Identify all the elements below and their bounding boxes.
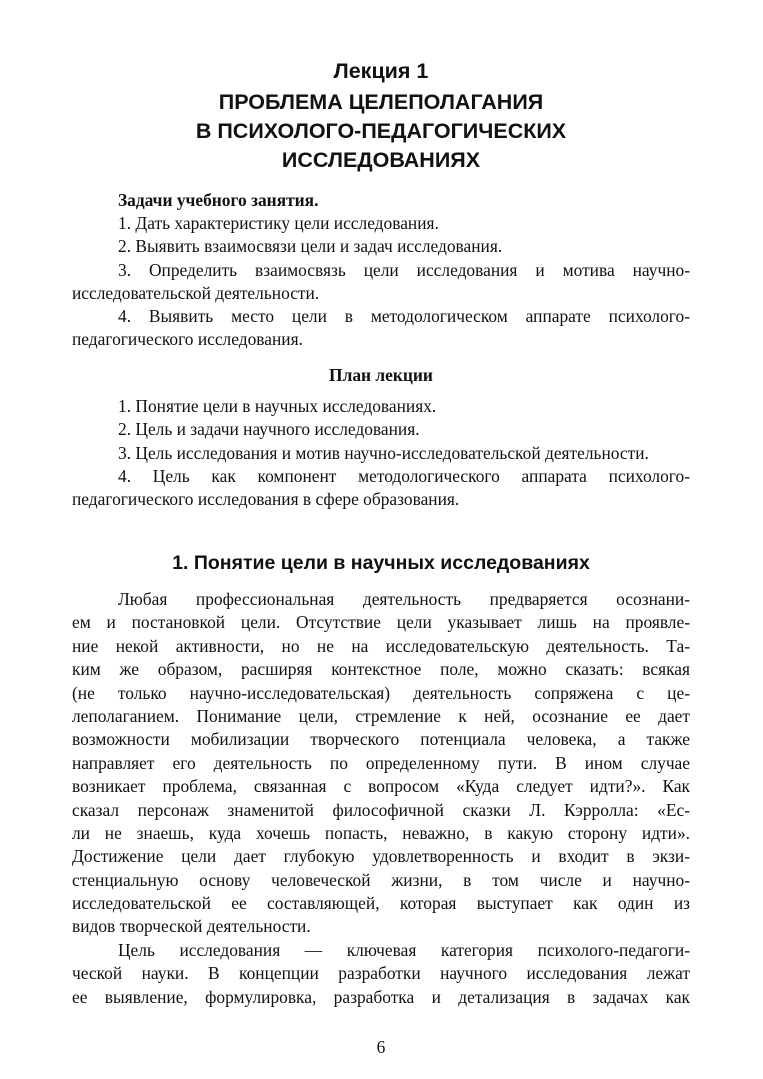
- body-line: ким же образом, расширяя контекстное поле, можно сказать: всякая: [72, 659, 690, 680]
- plan-item-1: 1. Понятие цели в научных исследованиях.: [118, 396, 437, 417]
- body-line: ее выявление, формулировка, разработка и детализация в задачах как: [72, 986, 690, 1007]
- task-item-4: 4. Выявить место цели в методологическом аппарате психолого-педагогического исследования.: [72, 306, 690, 350]
- page-number: 6: [376, 1037, 386, 1057]
- body-line: направляет его деятельность по определенному пути. В ином случае: [72, 752, 690, 773]
- body-line: ческой науки. В концепции разработки научного исследования лежат: [72, 963, 690, 984]
- body-line: возникает проблема, связанная с вопросом «Куда следует идти?». Как: [72, 776, 690, 797]
- lecture-label: Лекция 1: [333, 59, 429, 83]
- tasks-section: [72, 189, 690, 351]
- plan-heading: План лекции: [329, 365, 433, 385]
- body-line: Цель исследования — ключевая категория психолого-педагоги-: [118, 939, 690, 960]
- plan-section: [72, 364, 690, 511]
- body-line: ли не знаешь, куда хочешь попасть, неважно, в какую сторону идти».: [72, 822, 690, 843]
- body-line: стенциальную основу человеческой жизни, в том числе и научно-: [72, 869, 690, 890]
- body-line: леполаганием. Понимание цели, стремление к ней, осознание ее дает: [72, 705, 690, 726]
- body-line: видов творческой деятельности.: [72, 916, 311, 937]
- lecture-title-line-1: ПРОБЛЕМА ЦЕЛЕПОЛАГАНИЯ: [218, 90, 544, 114]
- body-line: сказал персонаж знаменитой философичной сказки Л. Кэрролла: «Ес-: [72, 799, 690, 820]
- body-line: возможности мобилизации творческого потенциала человека, а также: [72, 729, 690, 750]
- lecture-title-line-2: В ПСИХОЛОГО-ПЕДАГОГИЧЕСКИХ: [195, 119, 567, 143]
- task-item-3: 3. Определить взаимосвязь цели исследования и мотива научно-исследовательской деятельности.: [72, 259, 690, 303]
- body-line: Достижение цели дает глубокую удовлетворенность и входит в экзи-: [72, 846, 690, 867]
- body-line: ние некой активности, но не на исследовательскую деятельность. Та-: [72, 635, 690, 656]
- plan-item-2: 2. Цель и задачи научного исследования.: [118, 419, 420, 440]
- tasks-heading: Задачи учебного занятия.: [118, 190, 319, 210]
- lecture-title-line-3: ИССЛЕДОВАНИЯХ: [281, 148, 481, 172]
- body-line: Любая профессиональная деятельность предваряется осознани-: [118, 589, 690, 609]
- document-page: [72, 0, 690, 1079]
- plan-item-3: 3. Цель исследования и мотив научно-исследовательской деятельности.: [118, 442, 649, 463]
- body-line: исследовательской ее составляющей, которая выступает как один из: [72, 893, 690, 914]
- body-line: (не только научно-исследовательская) деятельность сопряжена с це-: [72, 682, 690, 703]
- body-line: ем и постановкой цели. Отсутствие цели указывает лишь на проявле-: [72, 612, 690, 633]
- body-text: [72, 588, 690, 1009]
- section-heading: 1. Понятие цели в научных исследованиях: [172, 552, 590, 574]
- task-item-2: 2. Выявить взаимосвязи цели и задач исследования.: [118, 236, 503, 257]
- task-item-1: 1. Дать характеристику цели исследования.: [118, 213, 439, 234]
- plan-item-4: 4. Цель как компонент методологического аппарата психолого-педагогического исследования в сфере образования.: [72, 465, 690, 510]
